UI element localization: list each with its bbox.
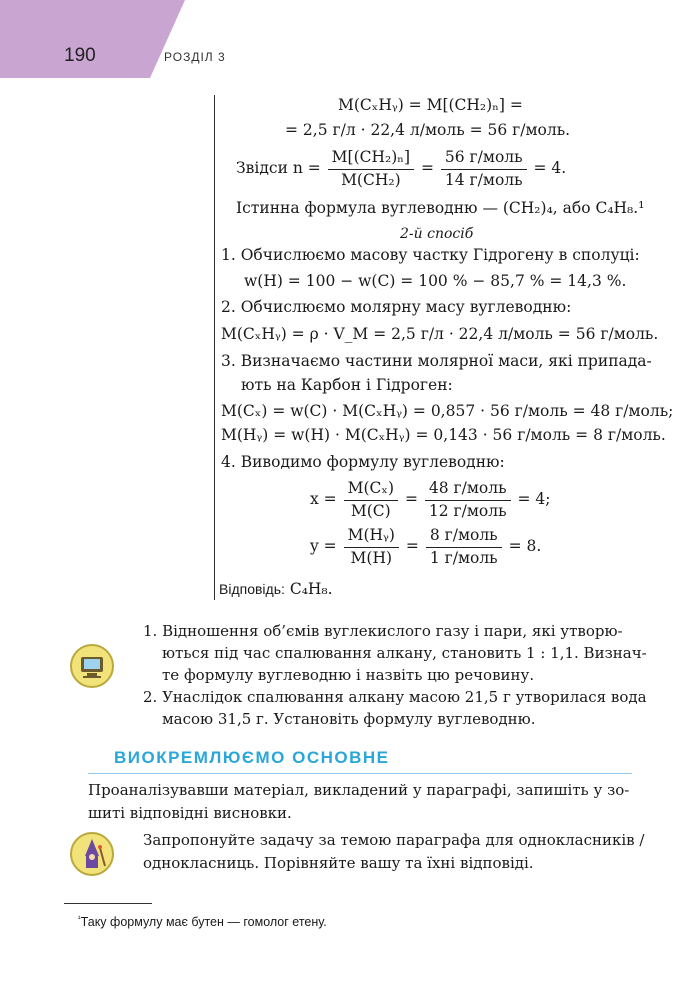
frac-den: M(CH₂) (341, 170, 401, 189)
step-3-line-1: 3. Визначаємо частини молярної маси, які припада- (221, 352, 652, 370)
x-prefix: x = (310, 490, 337, 508)
equals-sign: = (405, 537, 419, 555)
l3-prefix: Звідси n = (236, 159, 321, 177)
method-2-title: 2-й спосіб (400, 226, 474, 242)
solution-line-2: = 2,5 г/л · 22,4 л/моль = 56 г/моль. (285, 121, 571, 139)
equals-sign: = (404, 490, 418, 508)
frac-num: M(Hᵧ) (344, 528, 399, 548)
section-label: РОЗДІЛ 3 (164, 50, 226, 64)
step-2-equation: M(CₓHᵧ) = ρ · V_M = 2,5 г/л · 22,4 л/моль = 56 г/моль. (221, 325, 659, 343)
answer-value: C₄H₈. (289, 580, 333, 598)
task-1-line-1: 1. Відношення об’ємів вуглекислого газу і пари, які утворю- (143, 622, 623, 640)
solution-margin-line (214, 95, 215, 600)
page-number: 190 (64, 45, 96, 66)
footnote (78, 914, 327, 929)
step-3-equation-1: M(Cₓ) = w(C) · M(CₓHᵧ) = 0,857 · 56 г/моль = 48 г/моль; (221, 402, 674, 420)
frac-den: 14 г/моль (444, 170, 523, 189)
footnote-text: Таку формулу має бутен — гомолог етену. (80, 915, 327, 930)
teacher-task-line-2: однокласниць. Порівняйте вашу та їхні відповіді. (143, 854, 534, 872)
true-formula-line: Істинна формула вуглеводню — (CH₂)₄, або C₄H₈.¹ (236, 199, 645, 217)
summary-line-1: Проаналізувавши матеріал, викладений у параграфі, запишіть у зо- (88, 781, 630, 799)
step-3-equation-2: M(Hᵧ) = w(H) · M(CₓHᵧ) = 0,143 · 56 г/моль = 8 г/моль. (221, 426, 666, 444)
step-4: 4. Виводимо формулу вуглеводню: (221, 453, 505, 471)
summary-paragraph (88, 779, 629, 825)
teacher-task-line-1: Запропонуйте задачу за темою параграфа для однокласників / (143, 831, 645, 849)
fraction-n (328, 150, 414, 188)
y-suffix: = 8. (508, 537, 542, 555)
heading-rule (88, 773, 632, 774)
frac-num: M[(CH₂)ₙ] (328, 150, 414, 170)
wizard-icon (70, 832, 114, 876)
footnote-mark: ¹ (78, 914, 81, 923)
y-prefix: y = (310, 537, 337, 555)
y-fraction-1 (344, 528, 399, 566)
task-2-line-1: 2. Унаслідок спалювання алкану масою 21,5 г утворилася вода (143, 688, 647, 706)
x-suffix: = 4; (517, 490, 551, 508)
equals-sign: = (420, 159, 434, 177)
x-equation (310, 481, 550, 519)
task-2-line-2: масою 31,5 г. Установіть формулу вуглеводню. (162, 710, 536, 728)
frac-den: 1 г/моль (429, 548, 498, 567)
frac-den: 12 г/моль (428, 501, 507, 520)
step-1-equation: w(H) = 100 − w(C) = 100 % − 85,7 % = 14,3 %. (244, 272, 627, 290)
frac-num: 48 г/моль (425, 481, 511, 501)
frac-num: 8 г/моль (426, 528, 502, 548)
solution-line-3 (236, 150, 566, 188)
computer-icon (70, 644, 114, 688)
frac-num: M(Cₓ) (344, 481, 398, 501)
x-fraction-2 (425, 481, 511, 519)
step-1: 1. Обчислюємо масову частку Гідрогену в сполуці: (221, 246, 640, 264)
l3-suffix: = 4. (533, 159, 567, 177)
task-1-line-2: ються під час спалювання алкану, становить 1 : 1,1. Визнач- (162, 644, 647, 662)
y-fraction-2 (426, 528, 502, 566)
fraction-values (441, 150, 527, 188)
x-fraction-1 (344, 481, 398, 519)
teacher-task-paragraph (143, 829, 644, 875)
footnote-rule (64, 903, 152, 904)
section-heading: ВИОКРЕМЛЮЄМО ОСНОВНЕ (114, 748, 390, 767)
answer-label: Відповідь: (219, 581, 285, 597)
y-equation (310, 528, 541, 566)
step-2: 2. Обчислюємо молярну масу вуглеводню: (221, 298, 572, 316)
frac-den: M(H) (350, 548, 393, 567)
step-3-line-2: ють на Карбон і Гідроген: (241, 376, 453, 394)
task-1-line-3: те формулу вуглеводню і назвіть цю речовину. (162, 666, 535, 684)
summary-line-2: шиті відповідні висновки. (88, 804, 292, 822)
frac-den: M(C) (350, 501, 391, 520)
frac-num: 56 г/моль (441, 150, 527, 170)
answer-line (219, 582, 333, 598)
solution-line-1: M(CₓHᵧ) = M[(CH₂)ₙ] = (338, 96, 523, 114)
